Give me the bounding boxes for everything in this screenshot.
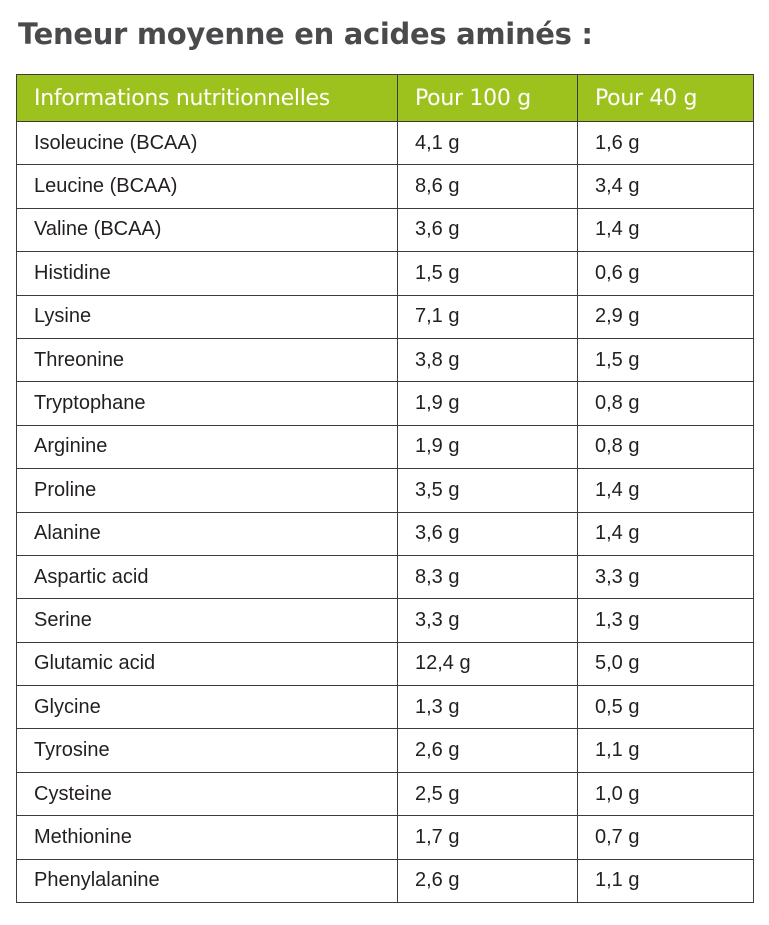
nutrient-name-cell: Leucine (BCAA) [17,165,398,208]
nutrient-name-cell: Valine (BCAA) [17,208,398,251]
nutrient-name-cell: Glycine [17,686,398,729]
value-per-100g-cell: 8,3 g [398,555,578,598]
value-per-100g-cell: 1,5 g [398,252,578,295]
table-row [17,382,754,425]
table-row [17,122,754,165]
nutrient-name-cell: Tyrosine [17,729,398,772]
table-row [17,555,754,598]
table-row [17,252,754,295]
value-per-100g-cell: 1,3 g [398,686,578,729]
value-per-40g-cell: 0,8 g [578,425,754,468]
value-per-100g-cell: 2,6 g [398,859,578,902]
table-row [17,469,754,512]
value-per-100g-cell: 3,8 g [398,338,578,381]
value-per-100g-cell: 8,6 g [398,165,578,208]
nutrient-name-cell: Threonine [17,338,398,381]
header-row [17,75,754,122]
value-per-100g-cell: 2,5 g [398,772,578,815]
table-row [17,772,754,815]
value-per-40g-cell: 1,5 g [578,338,754,381]
table-row [17,642,754,685]
nutrient-name-cell: Alanine [17,512,398,555]
value-per-100g-cell: 1,9 g [398,382,578,425]
table-row [17,295,754,338]
table-row [17,686,754,729]
nutrient-name-cell: Histidine [17,252,398,295]
nutrient-name-cell: Methionine [17,816,398,859]
table-row [17,425,754,468]
table-row [17,599,754,642]
value-per-100g-cell: 2,6 g [398,729,578,772]
table-row [17,165,754,208]
table-row [17,208,754,251]
value-per-40g-cell: 1,4 g [578,512,754,555]
table-header [17,75,754,122]
nutrient-name-cell: Isoleucine (BCAA) [17,122,398,165]
value-per-40g-cell: 2,9 g [578,295,754,338]
value-per-40g-cell: 0,5 g [578,686,754,729]
nutrient-name-cell: Arginine [17,425,398,468]
nutrient-name-cell: Aspartic acid [17,555,398,598]
nutrient-name-cell: Lysine [17,295,398,338]
table-row [17,859,754,902]
value-per-100g-cell: 3,5 g [398,469,578,512]
nutrient-name-cell: Cysteine [17,772,398,815]
value-per-40g-cell: 3,3 g [578,555,754,598]
value-per-100g-cell: 1,9 g [398,425,578,468]
value-per-40g-cell: 0,6 g [578,252,754,295]
header-per-100g: Pour 100 g [398,75,578,122]
nutrient-name-cell: Serine [17,599,398,642]
nutrient-name-cell: Proline [17,469,398,512]
value-per-100g-cell: 3,6 g [398,208,578,251]
value-per-100g-cell: 3,3 g [398,599,578,642]
value-per-40g-cell: 1,1 g [578,859,754,902]
value-per-100g-cell: 7,1 g [398,295,578,338]
page-title: Teneur moyenne en acides aminés : [18,17,593,51]
value-per-100g-cell: 12,4 g [398,642,578,685]
value-per-40g-cell: 1,4 g [578,208,754,251]
value-per-40g-cell: 1,6 g [578,122,754,165]
value-per-100g-cell: 4,1 g [398,122,578,165]
value-per-40g-cell: 0,7 g [578,816,754,859]
table-row [17,729,754,772]
value-per-40g-cell: 1,4 g [578,469,754,512]
nutrient-name-cell: Tryptophane [17,382,398,425]
header-nutrition-info: Informations nutritionnelles [17,75,398,122]
value-per-40g-cell: 3,4 g [578,165,754,208]
value-per-40g-cell: 1,1 g [578,729,754,772]
value-per-100g-cell: 3,6 g [398,512,578,555]
header-per-40g: Pour 40 g [578,75,754,122]
table-row [17,512,754,555]
nutrient-name-cell: Glutamic acid [17,642,398,685]
value-per-40g-cell: 1,0 g [578,772,754,815]
table-row [17,338,754,381]
value-per-40g-cell: 0,8 g [578,382,754,425]
nutrient-name-cell: Phenylalanine [17,859,398,902]
value-per-100g-cell: 1,7 g [398,816,578,859]
table-body [17,122,754,903]
amino-acid-table [16,74,754,903]
value-per-40g-cell: 1,3 g [578,599,754,642]
table-row [17,816,754,859]
value-per-40g-cell: 5,0 g [578,642,754,685]
